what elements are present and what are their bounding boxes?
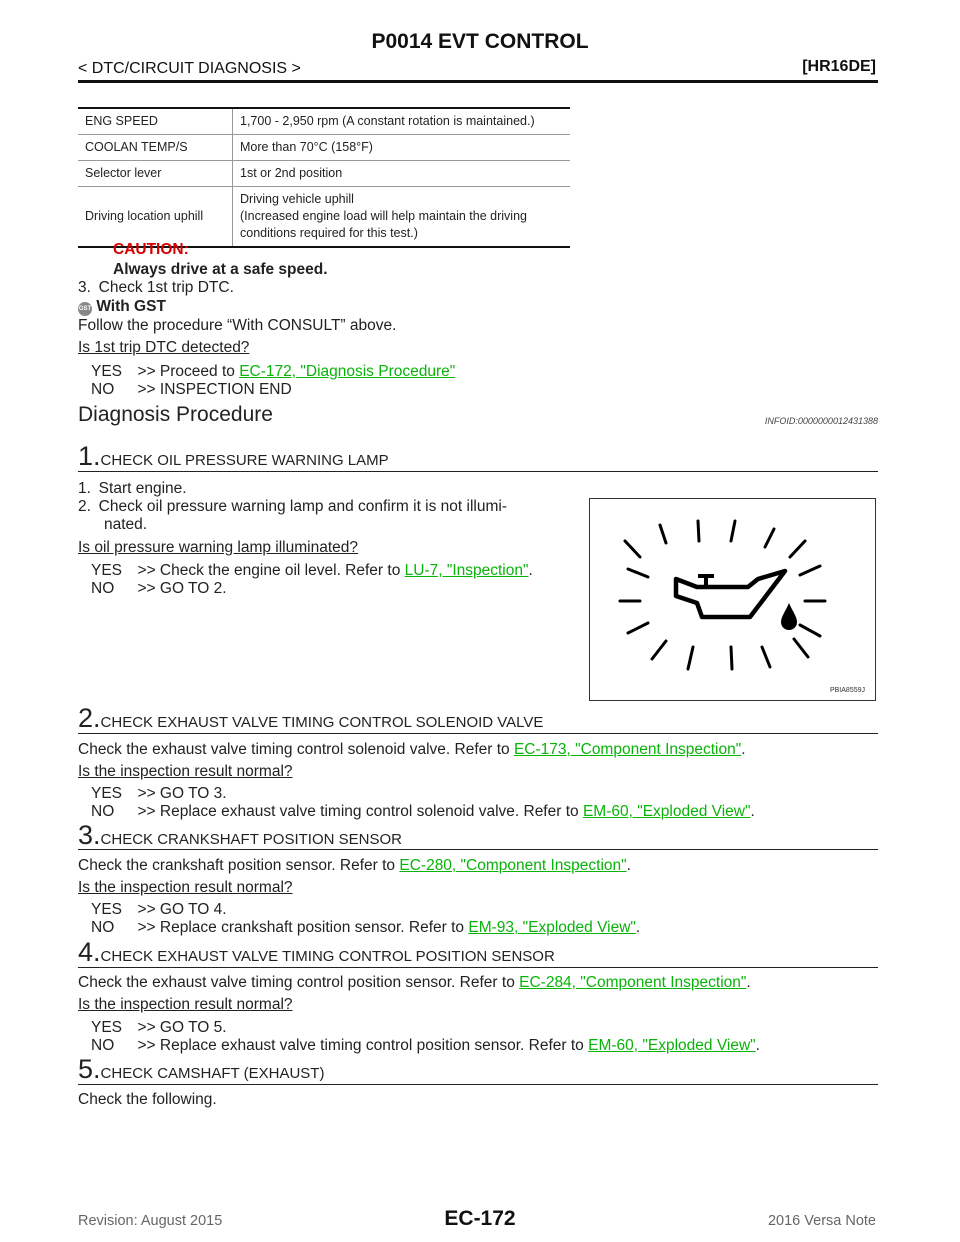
figure-label: PBIA8559J — [829, 687, 865, 694]
ref-link[interactable]: EM-93, "Exploded View" — [468, 919, 636, 936]
yes-answer — [91, 561, 533, 580]
step-number: 5. — [78, 1054, 101, 1084]
ref-link[interactable]: EC-280, "Component Inspection" — [399, 857, 627, 874]
answer-suffix: . — [755, 1037, 760, 1054]
table-key: Driving location uphill — [78, 187, 233, 248]
answer-suffix: . — [635, 919, 641, 936]
ref-link[interactable]: EC-173, "Component Inspection" — [513, 741, 742, 758]
ref-link[interactable]: EC-172, "Diagnosis Procedure" — [239, 363, 456, 380]
list-item: nated. — [104, 516, 148, 533]
table-row — [78, 108, 570, 135]
step-number: 2. — [78, 703, 101, 733]
body-text: Check the exhaust valve timing control position sensor. Refer to — [78, 974, 520, 991]
section-breadcrumb: < DTC/CIRCUIT DIAGNOSIS > — [78, 60, 301, 77]
section-title: Diagnosis Procedure — [78, 403, 273, 426]
yes-answer: YES >> GO TO 5. — [91, 1019, 227, 1036]
info-id: INFOID:0000000012431388 — [764, 416, 878, 426]
question: Is 1st trip DTC detected? — [78, 339, 250, 356]
gst-icon: GST — [78, 302, 92, 316]
step-divider — [78, 471, 878, 472]
table-row — [78, 187, 570, 248]
yes-answer: YES >> GO TO 4. — [91, 901, 227, 918]
answer-text: NO >> Replace exhaust valve timing control solenoid valve. Refer to — [91, 803, 583, 820]
yes-answer: YES >> GO TO 3. — [91, 785, 227, 802]
question: Is oil pressure warning lamp illuminated? — [78, 539, 358, 556]
step-number: 3. — [78, 820, 101, 850]
list-item: 1. Start engine. — [78, 480, 187, 497]
step-4-heading — [78, 937, 555, 968]
body-suffix: . — [741, 741, 746, 758]
question: Is the inspection result normal? — [78, 763, 293, 780]
list-item: 2. Check oil pressure warning lamp and confirm it is not illumi- — [78, 498, 507, 515]
step-body — [78, 740, 746, 759]
step-title: CHECK EXHAUST VALVE TIMING CONTROL SOLENOID VALVE — [100, 714, 544, 731]
gst-heading — [78, 297, 166, 316]
answer-text: YES >> Proceed to — [91, 363, 240, 380]
ref-link[interactable]: EM-60, "Exploded View" — [582, 803, 751, 820]
oil-can-warning-icon — [590, 499, 875, 700]
table-key: ENG SPEED — [78, 108, 233, 135]
check-step: 3. Check 1st trip DTC. — [78, 279, 234, 296]
step-body: Check the following. — [78, 1091, 217, 1108]
step-5-heading — [78, 1054, 324, 1085]
table-key: COOLAN TEMP/S — [78, 135, 233, 161]
step-divider — [78, 849, 878, 850]
no-answer — [91, 802, 755, 821]
no-answer: NO >> INSPECTION END — [91, 381, 292, 398]
step-2-heading — [78, 703, 543, 734]
model-name: 2016 Versa Note — [767, 1213, 876, 1229]
step-title: CHECK CAMSHAFT (EXHAUST) — [100, 1065, 325, 1082]
driving-conditions-table — [78, 107, 570, 248]
body-text: Check the crankshaft position sensor. Refer to — [78, 857, 400, 874]
table-value: More than 70°C (158°F) — [233, 135, 571, 161]
body-suffix: . — [746, 974, 751, 991]
step-title: CHECK CRANKSHAFT POSITION SENSOR — [100, 831, 402, 848]
answer-suffix: . — [528, 562, 533, 579]
body-suffix: . — [626, 857, 631, 874]
step-divider — [78, 1084, 878, 1085]
caution-label: CAUTION: — [113, 241, 189, 258]
no-answer — [91, 1036, 760, 1055]
step-body — [78, 973, 751, 992]
ref-link[interactable]: EM-60, "Exploded View" — [588, 1037, 756, 1054]
no-answer — [91, 918, 640, 937]
page-title: P0014 EVT CONTROL — [371, 30, 589, 53]
step-number: 4. — [78, 937, 101, 967]
table-value: 1,700 - 2,950 rpm (A constant rotation is maintained.) — [233, 108, 571, 135]
table-row — [78, 161, 570, 187]
question: Is the inspection result normal? — [78, 879, 293, 896]
step-title: CHECK EXHAUST VALVE TIMING CONTROL POSITION SENSOR — [100, 948, 555, 965]
step-title: CHECK OIL PRESSURE WARNING LAMP — [100, 452, 389, 469]
answer-suffix: . — [750, 803, 755, 820]
ref-link[interactable]: EC-284, "Component Inspection" — [519, 974, 747, 991]
no-answer: NO >> GO TO 2. — [91, 580, 227, 597]
engine-code: [HR16DE] — [802, 58, 876, 75]
answer-text: NO >> Replace crankshaft position sensor. Refer to — [91, 919, 469, 936]
step-divider — [78, 733, 878, 734]
oil-warning-figure — [589, 498, 876, 701]
step-body — [78, 856, 631, 875]
page-number: EC-172 — [444, 1207, 516, 1230]
body-text: Check the exhaust valve timing control solenoid valve. Refer to — [78, 741, 514, 758]
step-number: 1. — [78, 441, 101, 471]
table-row — [78, 135, 570, 161]
gst-heading-label: With GST — [96, 298, 166, 315]
step-1-heading — [78, 441, 389, 472]
gst-text: Follow the procedure “With CONSULT” above. — [78, 317, 397, 334]
step-divider — [78, 967, 878, 968]
revision-date: Revision: August 2015 — [78, 1213, 223, 1229]
question: Is the inspection result normal? — [78, 996, 293, 1013]
table-key: Selector lever — [78, 161, 233, 187]
header-divider — [78, 80, 878, 83]
caution-text: Always drive at a safe speed. — [113, 261, 328, 278]
answer-text: YES >> Check the engine oil level. Refer to — [91, 562, 405, 579]
yes-answer — [91, 362, 455, 381]
table-value: 1st or 2nd position — [233, 161, 571, 187]
table-value: Driving vehicle uphill (Increased engine load will help maintain the driving conditions required for this test.) — [233, 187, 571, 248]
answer-text: NO >> Replace exhaust valve timing control position sensor. Refer to — [91, 1037, 589, 1054]
step-3-heading — [78, 820, 402, 851]
ref-link[interactable]: LU-7, "Inspection" — [404, 562, 529, 579]
